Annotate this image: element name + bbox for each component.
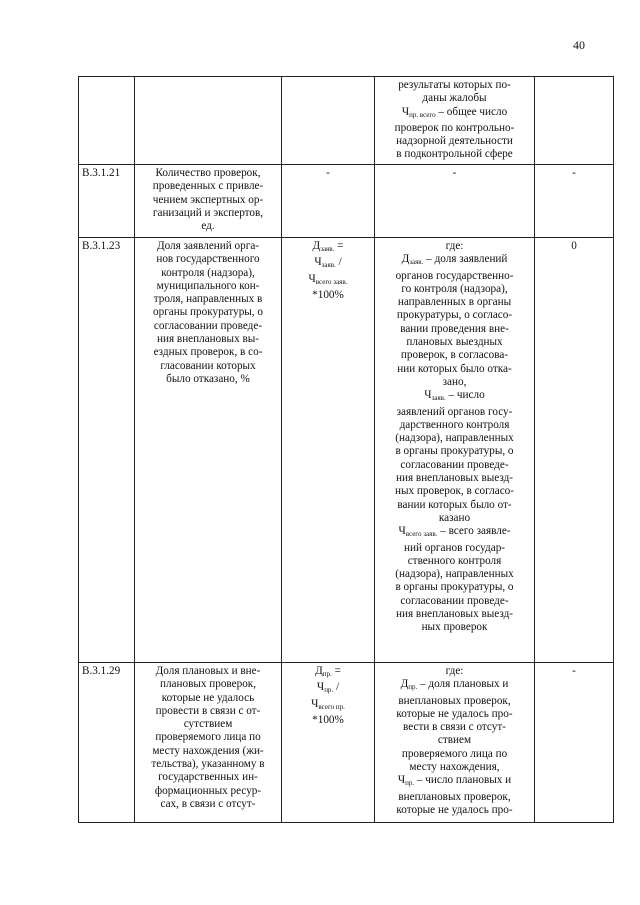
indicator-code: B.3.1.21 [79, 165, 135, 238]
indicator-name-line: гласовании которых [160, 359, 256, 372]
indicator-name-line: согласовании проведе- [153, 319, 263, 332]
indicator-name-line: Количество проверок, [155, 167, 261, 179]
indicator-name-line: контроля (надзора), [161, 266, 255, 279]
explanation-line: ных проверок [421, 621, 488, 634]
indicator-name-line: плановых проверок, [159, 678, 257, 691]
explanation-line: согласовании проведе- [400, 594, 509, 607]
explanation-line: заявлений органов госу- [396, 405, 513, 418]
indicator-name-line: сах, в связи с отсут- [160, 797, 256, 810]
explanation-line: вании проведения вне- [400, 322, 509, 335]
explanation-line: $Ч_{всего заяв.}$ – всего заявле- [398, 525, 511, 539]
explanation-line: ственного контроля [407, 554, 502, 567]
explanation-line: месту нахождения, [409, 761, 500, 774]
explanation-line: (надзора), направленных [395, 568, 514, 581]
indicator-name-line: было отказано, % [166, 372, 250, 385]
indicator-name-line: нов государственного [156, 253, 260, 266]
indicator-name-line: ния внеплановых вы- [157, 333, 259, 346]
indicator-name-line: государственных ин- [158, 771, 258, 784]
indicator-name-line: месту нахождения (жи- [152, 744, 264, 757]
indicator-value: - [535, 165, 614, 238]
table-row [79, 165, 614, 238]
indicator-name-line: Доля заявлений орга- [156, 240, 260, 252]
explanation-line: ствием [437, 734, 472, 747]
explanation-line: результаты которых по- [398, 79, 511, 91]
explanation-line: надзорной деятельности [396, 135, 513, 148]
indicator-name-line: провести в связи с от- [155, 704, 261, 717]
explanation-line: в органы прокуратуры, о [395, 581, 514, 594]
indicator-name-line: ганизаций и экспертов, [152, 206, 264, 219]
explanation-line: где: [445, 665, 464, 677]
explanation-line: органов государственно- [395, 269, 514, 282]
indicator-table [78, 76, 614, 823]
explanation-line: зано, [442, 375, 467, 388]
indicator-formula [282, 238, 375, 663]
formula-line: $Ч_{заяв.}$ / [314, 256, 342, 270]
table-row [79, 77, 614, 165]
indicator-name-line: формационных ресур- [154, 784, 262, 797]
explanation-line: $Ч_{пр.}$ – число плановых и [397, 774, 512, 788]
explanation-line: ния внеплановых выезд- [396, 608, 513, 621]
indicator-name-line: троля, направленных в [153, 293, 263, 306]
formula-line: $Д_{заяв.}$ = [312, 240, 344, 253]
explanation-line: $Д_{пр.}$ – доля плановых и [400, 678, 509, 692]
explanation-line: где: [445, 240, 464, 252]
indicator-formula [282, 165, 375, 238]
indicator-value [535, 77, 614, 165]
indicator-name-line: тельства), указанному в [151, 758, 265, 771]
explanation-line: нии которых было отка- [397, 362, 512, 375]
indicator-name-line: ед. [201, 220, 215, 233]
indicator-name-line: чением экспертных ор- [152, 193, 264, 206]
explanation-line: согласовании проведе- [400, 458, 509, 471]
indicator-name-line: муниципального кон- [156, 279, 260, 292]
indicator-name-line: проведенных с привле- [152, 180, 264, 193]
explanation-line: в органы прокуратуры, о [395, 445, 514, 458]
explanation-line: (надзора), направленных [395, 432, 514, 445]
formula-line: $Ч_{пр.}$ / [316, 681, 340, 695]
explanation-line: $Ч_{пр. всего}$ – общее число [401, 105, 508, 119]
explanation-line: $Д_{заяв.}$ – доля заявлений [401, 253, 508, 267]
indicator-name [135, 663, 282, 823]
explanation-line: которые не удалось про- [396, 707, 513, 720]
explanation-line: дарственного контроля [399, 418, 510, 431]
explanation-line: проверок, в согласова- [400, 349, 509, 362]
table-row [79, 663, 614, 823]
formula-line: *100% [312, 288, 344, 301]
formula-line: - [326, 167, 330, 179]
explanation-line: го контроля (надзора), [401, 282, 508, 295]
indicator-explanation [375, 663, 535, 823]
explanation-line: внеплановых проверок, [398, 694, 511, 707]
indicator-name [135, 165, 282, 238]
explanation-line: в подконтрольной сфере [396, 148, 513, 161]
explanation-line: которые не удалось про- [396, 803, 513, 816]
indicator-name-line: ездных проверок, в со- [153, 346, 263, 359]
explanation-line: направленных в органы [397, 296, 512, 309]
explanation-line: ния внеплановых выезд- [396, 472, 513, 485]
indicator-value: 0 [535, 238, 614, 663]
explanation-line: ных проверок, в согласо- [395, 485, 514, 498]
table-row [79, 238, 614, 663]
explanation-line: - [452, 167, 457, 179]
indicator-formula [282, 663, 375, 823]
indicator-name-line: сутствием [183, 718, 233, 731]
explanation-line: прокуратуры, о согласо- [396, 309, 513, 322]
indicator-explanation [375, 165, 535, 238]
explanation-line: даны жалобы [422, 92, 487, 105]
indicator-code [79, 77, 135, 165]
indicator-explanation [375, 77, 535, 165]
indicator-name [135, 77, 282, 165]
explanation-line: проверок по контрольно- [394, 121, 515, 134]
formula-line: *100% [312, 713, 344, 726]
indicator-formula [282, 77, 375, 165]
indicator-value: - [535, 663, 614, 823]
indicator-explanation [375, 238, 535, 663]
explanation-line: вести в связи с отсут- [403, 721, 506, 734]
formula-line: $Д_{пр.}$ = [315, 665, 341, 678]
formula-line: $Ч_{всего пр.}$ [311, 697, 345, 711]
explanation-line: казано [438, 511, 471, 524]
indicator-name [135, 238, 282, 663]
explanation-line: плановых выездных [406, 336, 503, 349]
indicator-code: B.3.1.23 [79, 238, 135, 663]
page-number: 40 [573, 38, 585, 52]
explanation-line: $Ч_{заяв.}$ – число [424, 389, 485, 403]
explanation-line: внеплановых проверок, [398, 790, 511, 803]
indicator-name-line: органы прокуратуры, о [153, 306, 263, 319]
explanation-line: ний органов государ- [403, 541, 506, 554]
indicator-name-line: которые не удалось [161, 691, 255, 704]
formula-line: $Ч_{всего заяв.}$ [308, 272, 348, 286]
indicator-name-line: проверяемого лица по [155, 731, 261, 744]
explanation-line: вании которых было от- [397, 498, 512, 511]
indicator-name-line: Доля плановых и вне- [155, 665, 261, 677]
indicator-code: B.3.1.29 [79, 663, 135, 823]
explanation-line: проверяемого лица по [401, 747, 508, 760]
